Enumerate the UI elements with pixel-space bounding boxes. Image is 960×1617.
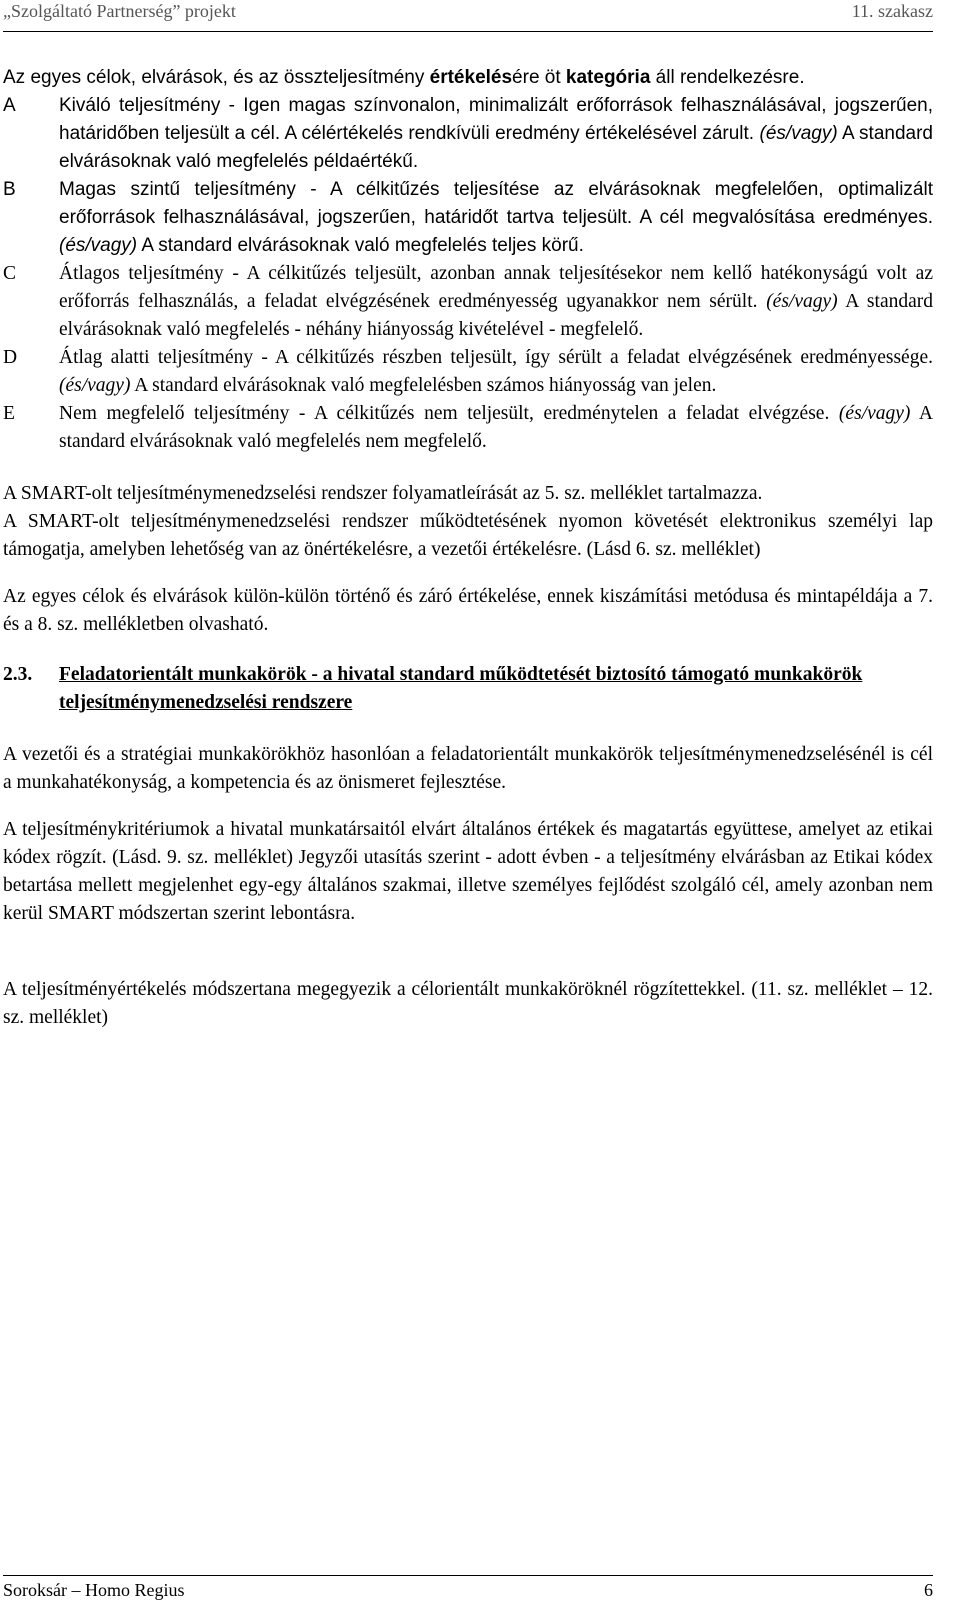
category-letter: C [3,263,17,284]
category-d [3,344,933,400]
footer-text: Soroksár – Homo Regius [3,1580,185,1600]
category-e [3,400,933,456]
section-number: 2.3. [3,664,33,685]
category-a [3,92,933,176]
category-description: Magas szintű teljesítmény - A célkitűzés teljesítése az elvárásoknak megfelelően, optimalizált erőforrások felhasználásával, jogszerűen, határidőt tartva teljesült. A cél megvalósítása eredményes. (és/vagy) A standard elvárásoknak való megfelelés teljes körű. [59,179,933,256]
page-header [3,0,933,32]
category-b [3,176,933,260]
smart-process-paragraph: A SMART-olt teljesítménymenedzselési rendszer folyamatleírását az 5. sz. melléklet tartalmazza. [3,483,763,504]
section-heading [3,661,933,717]
category-description: Kiváló teljesítmény - Igen magas színvonalon, minimalizált erőforrások felhasználásával, jogszerűen, határidőben teljesült a cél. A célértékelés rendkívüli eredmény értékelésével zárult. (és/vagy) A standard elvárásoknak való megfelelés példaértékű. [59,95,933,172]
category-description: Átlag alatti teljesítmény - A célkitűzés részben teljesült, így sérült a feladat elvégzésének eredményessége. (és/vagy) A standard elvárásoknak való megfelelésben számos hiányosság van jelen. [59,347,933,396]
criteria-paragraph: A teljesítménykritériumok a hivatal munkatársaitól elvárt általános értékek és magatartás együttese, amelyet az etikai kódex rögzít. (Lásd. 9. sz. melléklet) Jegyzői utasítás szerint - adott évben - a teljesítmény elvárásban az Etikai kódex betartása mellett megjelenhet egy-egy általános szakmai, illetve személyes fejlődést szolgáló cél, amely azonban nem kerül SMART módszertan szerint lebontásra. [3,819,933,924]
header-section-label: 11. szakasz [851,1,933,21]
category-description: Átlagos teljesítmény - A célkitűzés teljesült, azonban annak teljesítésekor nem kellő hatékonyságú volt az erőforrás felhasználás, a feladat elvégzésének eredményesség ugyanakkor nem sérült. (és/vagy) A standard elvárásoknak való megfelelés - néhány hiányosság kivételével - megfelelő. [59,263,933,340]
category-letter: D [3,347,18,368]
category-letter: A [3,95,16,116]
category-description: Nem megfelelő teljesítmény - A célkitűzés nem teljesült, eredménytelen a feladat elvégzése. (és/vagy) A standard elvárásoknak való megfelelés nem megfelelő. [59,403,933,452]
category-letter: B [3,179,16,200]
header-project-title: „Szolgáltató Partnerség” projekt [3,1,236,21]
category-letter: E [3,403,15,424]
smart-tracking-paragraph: A SMART-olt teljesítménymenedzselési rendszer működtetésének nyomon követését elektronikus személyi lap támogatja, amelyben lehetőség van az önértékelésre, a vezetői értékelésre. (Lásd 6. sz. melléklet) [3,511,933,560]
category-c [3,260,933,344]
document-body [3,64,933,1032]
section-title: Feladatorientált munkakörök - a hivatal standard működtetését biztosító támogató munkakörök teljesítménymenedzselési rendszere [59,664,863,713]
page-footer [3,1575,933,1601]
lead-paragraph: A vezetői és a stratégiai munkakörökhöz hasonlóan a feladatorientált munkakörök teljesítménymenedzselésénél is cél a munkahatékonyság, a kompetencia és az önismeret fejlesztése. [3,744,933,793]
intro-paragraph: Az egyes célok, elvárások, és az összteljesítmény értékelésére öt kategória áll rendelkezésre. [3,67,805,88]
methodology-paragraph: A teljesítményértékelés módszertana megegyezik a célorientált munkaköröknél rögzítettekkel. (11. sz. melléklet – 12. sz. melléklet) [3,979,933,1028]
calculation-paragraph: Az egyes célok és elvárások külön-külön történő és záró értékelése, ennek kiszámítási metódusa és mintapéldája a 7. és a 8. sz. mellékletben olvasható. [3,586,933,635]
page-number: 6 [924,1580,933,1600]
